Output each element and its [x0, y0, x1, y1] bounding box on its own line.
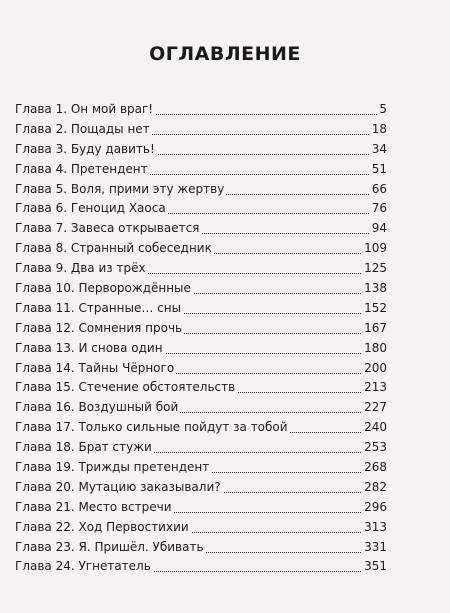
- toc-entry: [15, 458, 387, 478]
- toc-entry-page-number: 94: [370, 219, 387, 239]
- toc-entry-page-number: 282: [362, 478, 387, 498]
- toc-entry: [15, 239, 387, 259]
- toc-entry: [15, 120, 387, 140]
- toc-entry-page-number: 313: [362, 518, 387, 538]
- toc-entry-page-number: 227: [362, 398, 387, 418]
- toc-entry-label: Глава 8. Странный собеседник: [15, 239, 214, 259]
- toc-entry-label: Глава 13. И снова один: [15, 339, 165, 359]
- toc-entry: [15, 160, 387, 180]
- toc-entry-label: Глава 22. Ход Первостихии: [15, 518, 191, 538]
- toc-entry: [15, 478, 387, 498]
- toc-entry: [15, 259, 387, 279]
- toc-title: ОГЛАВЛЕНИЕ: [149, 43, 301, 65]
- toc-entry-page-number: 268: [362, 458, 387, 478]
- toc-entry-page-number: 167: [362, 319, 387, 339]
- toc-entry: [15, 398, 387, 418]
- toc-entry-label: Глава 21. Место встречи: [15, 498, 174, 518]
- toc-entry-page-number: 213: [362, 378, 387, 398]
- toc-entry-page-number: 180: [362, 339, 387, 359]
- toc-entry-label: Глава 1. Он мой враг!: [15, 100, 155, 120]
- toc-entry-label: Глава 10. Перворождённые: [15, 279, 193, 299]
- toc-entry: [15, 279, 387, 299]
- toc-entry-page-number: 5: [377, 100, 387, 120]
- toc-entry-page-number: 200: [362, 359, 387, 379]
- toc-entry-page-number: 253: [362, 438, 387, 458]
- toc-entry: [15, 140, 387, 160]
- toc-entry: [15, 319, 387, 339]
- toc-entry-label: Глава 24. Угнетатель: [15, 557, 153, 577]
- toc-entry: [15, 339, 387, 359]
- toc-entry-label: Глава 17. Только сильные пойдут за тобой: [15, 418, 290, 438]
- toc-entry-label: Глава 12. Сомнения прочь: [15, 319, 184, 339]
- toc-entry-label: Глава 3. Буду давить!: [15, 140, 157, 160]
- toc-entry: [15, 557, 387, 577]
- toc-entry-label: Глава 6. Геноцид Хаоса: [15, 199, 168, 219]
- toc-entry-page-number: 351: [362, 557, 387, 577]
- toc-entry-label: Глава 16. Воздушный бой: [15, 398, 180, 418]
- toc-entry-label: Глава 2. Пощады нет: [15, 120, 152, 140]
- toc-entry: [15, 199, 387, 219]
- toc-entry-page-number: 331: [362, 538, 387, 558]
- toc-entry-page-number: 34: [370, 140, 387, 160]
- toc-entry: [15, 438, 387, 458]
- toc-entry-label: Глава 9. Два из трёх: [15, 259, 148, 279]
- toc-entry: [15, 180, 387, 200]
- toc-entry-label: Глава 18. Брат стужи: [15, 438, 154, 458]
- toc-entry: [15, 518, 387, 538]
- toc-entry-page-number: 240: [362, 418, 387, 438]
- toc-entry-page-number: 152: [362, 299, 387, 319]
- toc-entry: [15, 100, 387, 120]
- toc-entry: [15, 378, 387, 398]
- toc-entry-label: Глава 7. Завеса открывается: [15, 219, 201, 239]
- toc-entry: [15, 299, 387, 319]
- toc-entry-label: Глава 4. Претендент: [15, 160, 150, 180]
- toc-entry-page-number: 66: [370, 180, 387, 200]
- toc-entry-page-number: 125: [362, 259, 387, 279]
- toc-entry: [15, 359, 387, 379]
- toc-entry-page-number: 18: [370, 120, 387, 140]
- toc-entry-label: Глава 20. Мутацию заказывали?: [15, 478, 223, 498]
- toc-entry-label: Глава 15. Стечение обстоятельств: [15, 378, 237, 398]
- toc-entry-label: Глава 23. Я. Пришёл. Убивать: [15, 538, 206, 558]
- toc-entry-page-number: 296: [362, 498, 387, 518]
- table-of-contents: [15, 100, 387, 577]
- toc-entry: [15, 418, 387, 438]
- toc-entry-page-number: 138: [362, 279, 387, 299]
- toc-entry-label: Глава 14. Тайны Чёрного: [15, 359, 176, 379]
- toc-entry-page-number: 76: [370, 199, 387, 219]
- toc-entry: [15, 498, 387, 518]
- toc-entry-label: Глава 19. Трижды претендент: [15, 458, 211, 478]
- toc-entry-label: Глава 5. Воля, прими эту жертву: [15, 180, 226, 200]
- show-through-text: [140, 14, 143, 25]
- toc-entry-page-number: 109: [362, 239, 387, 259]
- toc-entry: [15, 538, 387, 558]
- toc-entry: [15, 219, 387, 239]
- toc-entry-label: Глава 11. Странные… сны: [15, 299, 183, 319]
- toc-entry-page-number: 51: [370, 160, 387, 180]
